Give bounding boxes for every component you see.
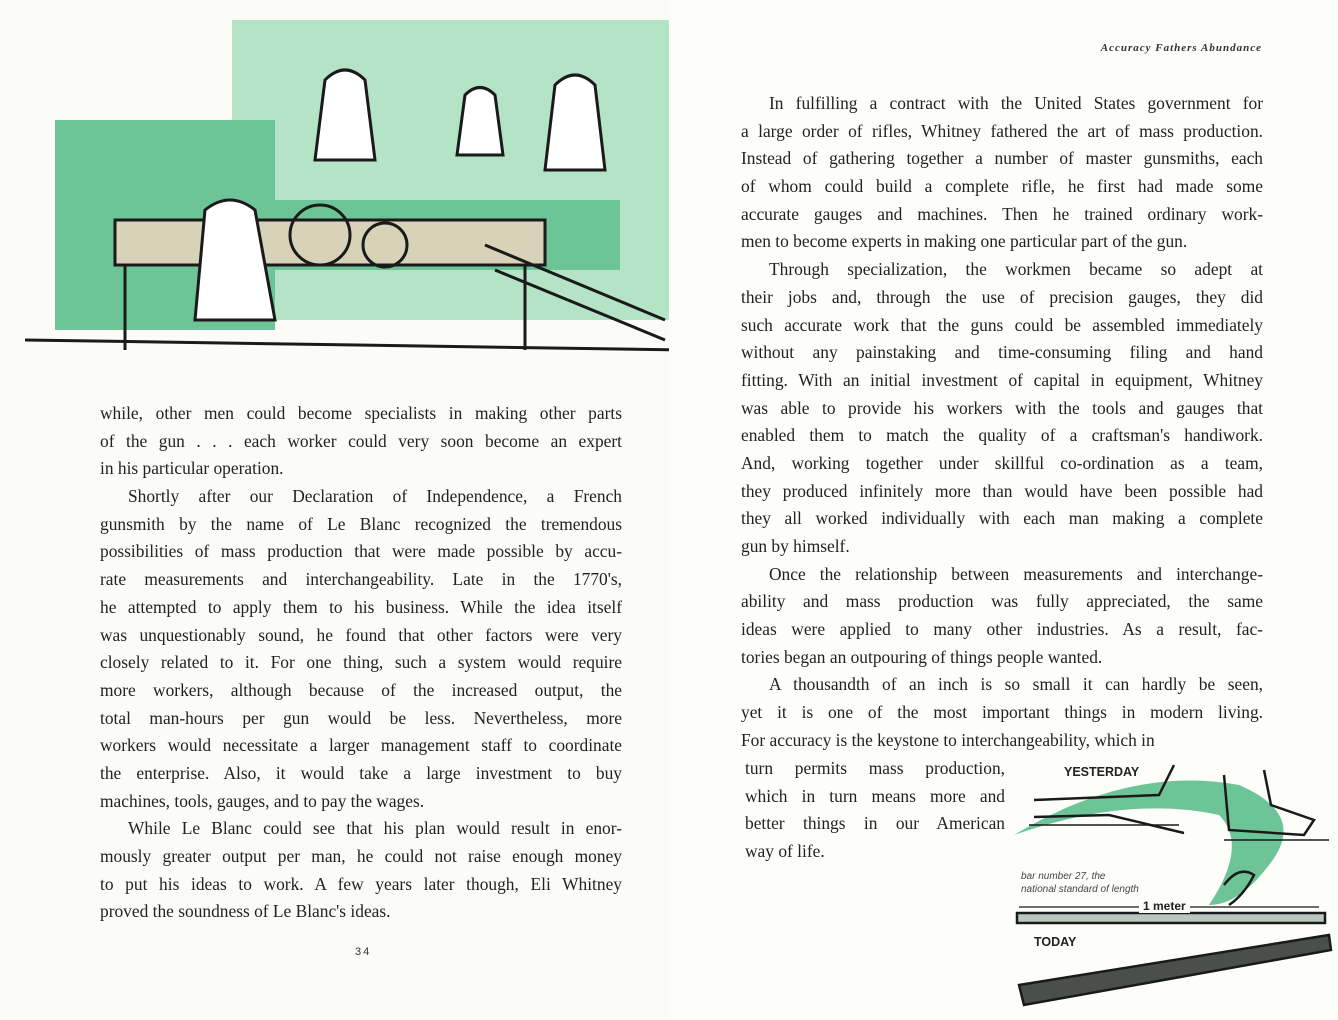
text-line: yet it is one of the most important things in modern living. (741, 702, 1263, 723)
text-line: closely related to it. For one thing, such a system would require (100, 652, 622, 673)
text-line: of whom could build a complete rifle, he first had made some (741, 176, 1263, 197)
text-line: the enterprise. Also, it would take a large investment to buy (100, 762, 622, 783)
right-text-column (741, 90, 1263, 755)
caption-line-1: bar number 27, the (1021, 871, 1106, 882)
text-line: workers would necessitate a larger management staff to coordinate (100, 735, 622, 756)
text-line: they all worked individually with each man making a complete (741, 508, 1263, 529)
today-label: TODAY (1034, 935, 1077, 949)
text-line: such accurate work that the guns could be assembled immediately (741, 314, 1263, 335)
text-line: of the gun . . . each worker could very soon become an expert (100, 430, 622, 451)
text-line: For accuracy is the keystone to interchangeability, which in (741, 729, 1155, 750)
text-line: enabled them to match the quality of a craftsman's handiwork. (741, 425, 1263, 446)
text-line: they produced infinitely more than would have been possible had (741, 480, 1263, 501)
text-line: machines, tools, gauges, and to pay the wages. (100, 790, 425, 811)
text-line: he attempted to apply them to his business. While the idea itself (100, 596, 622, 617)
measurement-illustration (1009, 755, 1338, 1020)
right-page (669, 0, 1338, 1020)
text-line: Instead of gathering together a number of master gunsmiths, each (741, 148, 1263, 169)
text-line: a large order of rifles, Whitney fathered the art of mass production. (741, 120, 1263, 141)
caption-line-2: national standard of length (1021, 884, 1139, 895)
text-line: A thousandth of an inch is so small it can hardly be seen, (769, 674, 1263, 695)
text-line: Once the relationship between measurements and interchange- (769, 563, 1263, 584)
meter-label: 1 meter (1139, 899, 1190, 913)
text-line: fitting. With an initial investment of capital in equipment, Whitney (741, 369, 1263, 390)
text-line: Through specialization, the workmen became so adept at (769, 259, 1263, 280)
narrow-text-column (745, 755, 1005, 866)
text-line: in his particular operation. (100, 458, 284, 479)
text-line: while, other men could become specialists in making other parts (100, 403, 622, 423)
text-line: way of life. (745, 841, 825, 862)
text-line: In fulfilling a contract with the United States government for (769, 93, 1263, 113)
text-line: gunsmith by the name of Le Blanc recognized the tremendous (100, 513, 622, 534)
text-line: which in turn means more and (745, 785, 1005, 806)
text-line: Shortly after our Declaration of Independence, a French (128, 486, 622, 507)
text-line: And, working together under skillful co-ordination as a team, (741, 452, 1263, 473)
text-line: their jobs and, through the use of precision gauges, they did (741, 286, 1263, 307)
text-line: mously greater output per man, he could not raise enough money (100, 846, 622, 866)
text-line: While Le Blanc could see that his plan would result in enor- (128, 818, 622, 839)
text-line: accurate gauges and machines. Then he trained ordinary work- (741, 203, 1263, 224)
text-line: ideas were applied to many other industries. As a result, fac- (741, 619, 1263, 640)
text-line: men to become experts in making one particular part of the gun. (741, 231, 1188, 252)
text-line: ability and mass production was fully appreciated, the same (741, 591, 1263, 612)
text-line: better things in our American (745, 813, 1005, 834)
text-line: was able to provide his workers with the tools and gauges that (741, 397, 1263, 418)
workshop-illustration (25, 20, 685, 365)
text-line: rate measurements and interchangeability. Late in the 1770's, (100, 569, 622, 590)
left-text-column (100, 400, 622, 926)
text-line: tories began an outpouring of things people wanted. (741, 646, 1103, 667)
text-line: to put his ideas to work. A few years later though, Eli Whitney (100, 873, 622, 894)
text-line: possibilities of mass production that were made possible by accu- (100, 541, 622, 562)
running-header: Accuracy Fathers Abundance (1100, 42, 1262, 54)
text-line: was unquestionably sound, he found that other factors were very (100, 624, 622, 645)
text-line: turn permits mass production, (745, 758, 1005, 778)
text-line: more workers, although because of the increased output, the (100, 679, 622, 700)
text-line: without any painstaking and time-consuming filing and hand (741, 342, 1263, 363)
text-line: proved the soundness of Le Blanc's ideas. (100, 901, 391, 922)
yesterday-label: YESTERDAY (1064, 765, 1140, 779)
text-line: total man-hours per gun would be less. Nevertheless, more (100, 707, 622, 728)
page-number: 34 (355, 946, 372, 958)
text-line: gun by himself. (741, 536, 850, 556)
